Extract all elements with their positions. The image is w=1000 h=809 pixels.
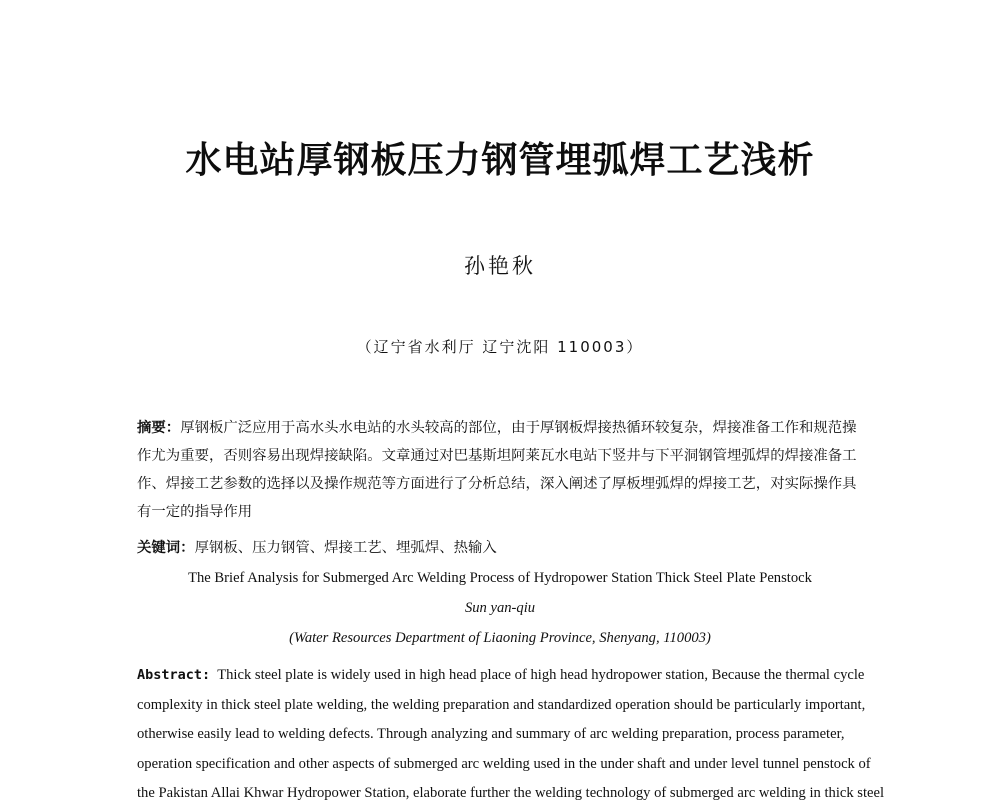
abstract-english [137,661,897,809]
keywords-text: 厚钢板、压力钢管、焊接工艺、埋弧焊、热输入 [194,540,497,556]
english-title: The Brief Analysis for Submerged Arc Welding Process of Hydropower Station Thick Steel Plate Penstock [188,570,812,586]
paper-title: 水电站厚钢板压力钢管埋弧焊工艺浅析 [185,140,815,181]
abstract-chinese [137,414,897,526]
english-author: Sun yan-qiu [464,600,536,616]
abstract-line: 有一定的指导作用 [137,504,253,520]
abstract-en-line: operation specification and other aspects of submerged arc welding used in the under shaft and under level tunnel penstock of [137,755,871,772]
keywords-label: 关键词： [137,540,195,556]
abstract-en-line: the Pakistan Allai Khwar Hydropower Station, elaborate further the welding technology of submerged arc welding in thick steel [137,785,885,801]
author-affiliation: （辽宁省水利厅 辽宁沈阳 110003） [356,338,644,356]
abstract-line: 作尤为重要，否则容易出现焊接缺陷。文章通过对巴基斯坦阿莱瓦水电站下竖井与下平洞钢管埋弧焊的焊接准备工 [137,448,857,464]
keywords-chinese [137,536,897,560]
abstract-en-line: otherwise easily lead to welding defects. Through analyzing and summary of arc welding preparation, process parameter, [137,726,845,742]
abstract-line: 作、焊接工艺参数的选择以及操作规范等方面进行了分析总结，深入阐述了厚板埋弧焊的焊接工艺，对实际操作具 [137,476,857,492]
abstract-en-label: Abstract: [137,667,211,683]
english-affiliation: (Water Resources Department of Liaoning Province, Shenyang, 110003) [289,630,711,646]
abstract-text: 厚钢板广泛应用于高水头水电站的水头较高的部位，由于厚钢板焊接热循环较复杂，焊接准备工作和规范操 [180,420,857,436]
abstract-label: 摘要： [137,420,181,436]
abstract-en-line [137,661,897,691]
abstract-en-line: complexity in thick steel plate welding, the welding preparation and standardized operation should be particularly important, [137,696,866,713]
author-name: 孙艳秋 [464,254,536,278]
abstract-en-text: Thick steel plate is widely used in high head place of high head hydropower station, Because the thermal cycle [217,667,865,683]
abstract-line [137,414,897,442]
